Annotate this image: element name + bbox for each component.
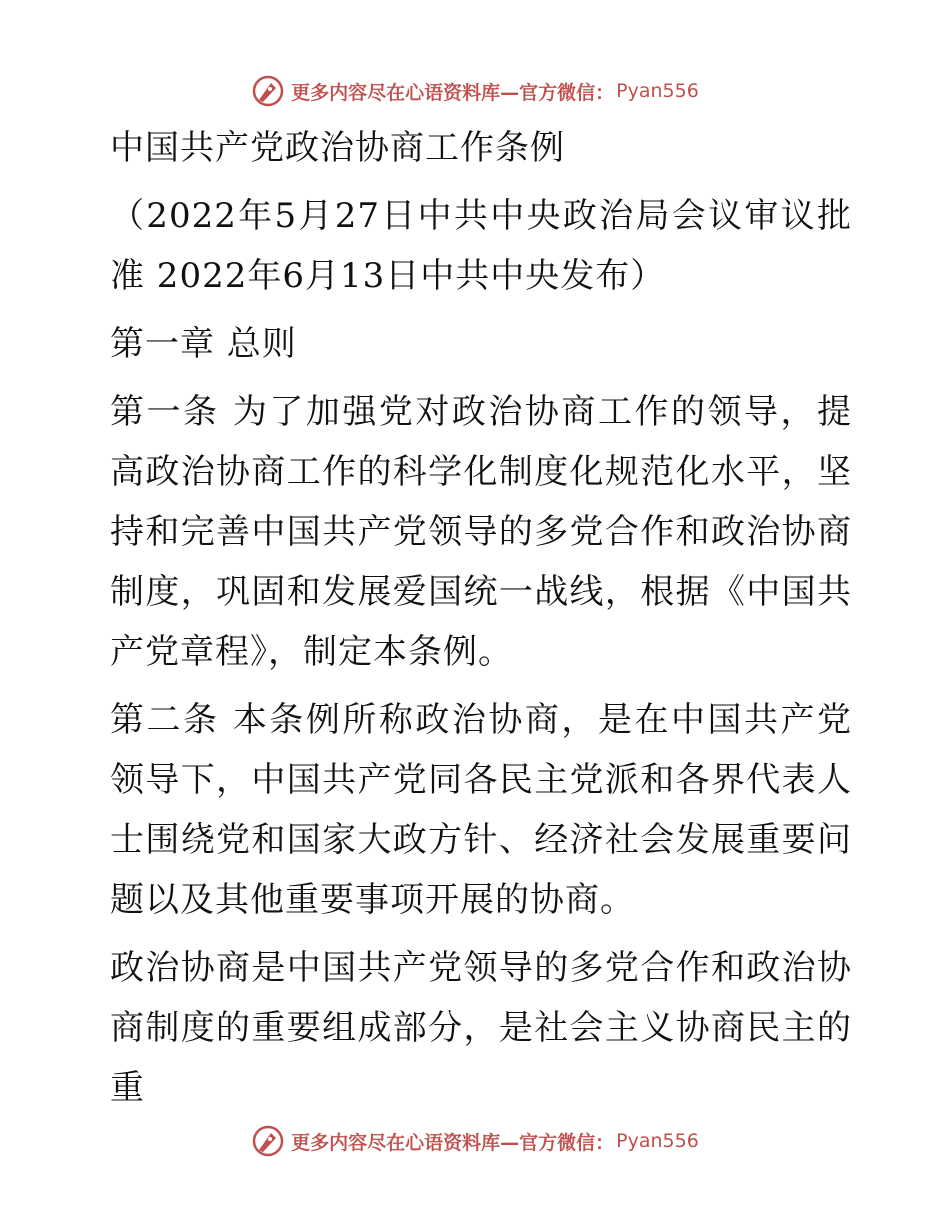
pen-nib-logo-icon (251, 1124, 285, 1158)
article-1: 第一条 为了加强党对政治协商工作的领导，提高政治协商工作的科学化制度化规范化水平，坚持和完善中国共产党领导的多党合作和政治协商制度，巩固和发展爱国统一战线，根据《中国共产党章程》，制定本条例。 (110, 392, 852, 672)
watermark-brand-text: 更多内容尽在心语资料库—官方微信： (291, 1131, 615, 1154)
paragraph-3: 政治协商是中国共产党领导的多党合作和政治协商制度的重要组成部分，是社会主义协商民主的重 (110, 948, 852, 1108)
watermark-wechat-id: Pyan556 (616, 1130, 699, 1152)
watermark-brand-text: 更多内容尽在心语资料库—官方微信： (291, 81, 615, 104)
article-2: 第二条 本条例所称政治协商，是在中国共产党领导下，中国共产党同各民主党派和各界代表人士围绕党和国家大政方针、经济社会发展重要问题以及其他重要事项开展的协商。 (110, 700, 852, 920)
document-title: 中国共产党政治协商工作条例 (110, 128, 565, 168)
pen-nib-logo-icon (251, 74, 285, 108)
footer-watermark (0, 1121, 950, 1161)
document-body (98, 118, 852, 1118)
watermark-wechat-id: Pyan556 (616, 80, 699, 102)
approval-note: （2022年5月27日中共中央政治局会议审议批准 2022年6月13日中共中央发布） (110, 196, 852, 296)
chapter-heading: 第一章 总则 (110, 324, 297, 364)
header-watermark (0, 71, 950, 111)
